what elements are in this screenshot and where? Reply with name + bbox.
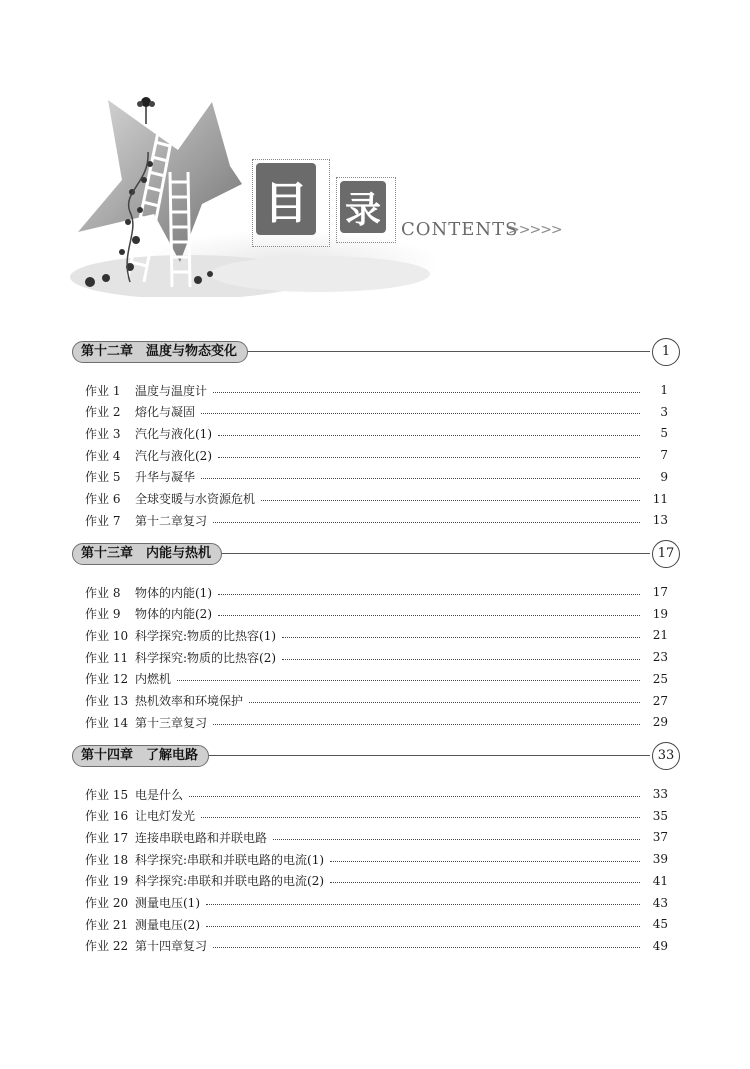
entry-page-number: 33 xyxy=(652,787,668,801)
entry-page-number: 39 xyxy=(652,852,668,867)
chapter-rule xyxy=(246,351,650,352)
entry-leader-dots xyxy=(201,478,640,479)
entry-label: 作业 1 xyxy=(85,383,121,398)
entry-label: 作业 16 xyxy=(85,809,129,824)
toc-entry[interactable] xyxy=(85,937,668,955)
toc-entry[interactable] xyxy=(85,894,668,912)
toc-entry[interactable] xyxy=(85,807,668,825)
entry-leader-dots xyxy=(213,724,640,725)
entry-label: 作业 10 xyxy=(85,628,129,643)
entry-leader-dots xyxy=(282,659,640,660)
entry-label: 作业 2 xyxy=(85,405,121,420)
toc-entry[interactable] xyxy=(85,511,668,529)
chapter-header xyxy=(72,338,680,366)
toc-entry[interactable] xyxy=(85,828,668,846)
entry-label: 作业 12 xyxy=(85,672,129,687)
chapter-header xyxy=(72,540,680,568)
toc-entry[interactable] xyxy=(85,446,668,464)
entry-leader-dots xyxy=(218,457,640,458)
flower-icon xyxy=(137,97,155,124)
entry-page-number: 43 xyxy=(652,895,668,910)
entry-leader-dots xyxy=(213,392,640,393)
contents-label: CONTENTS xyxy=(401,219,519,240)
toc-entry[interactable] xyxy=(85,915,668,933)
toc-entry[interactable] xyxy=(85,670,668,688)
entry-title: 第十四章复习 xyxy=(135,939,208,954)
entry-title: 汽化与液化(2) xyxy=(135,448,212,463)
entry-label: 作业 18 xyxy=(85,852,129,867)
entry-label: 作业 22 xyxy=(85,939,129,954)
entry-label: 作业 14 xyxy=(85,715,129,730)
title-char-lu: 录 xyxy=(340,181,386,233)
entry-label: 作业 3 xyxy=(85,426,121,441)
entry-title: 电是什么 xyxy=(135,787,184,802)
entry-page-number: 37 xyxy=(652,830,668,845)
entry-label: 作业 6 xyxy=(85,492,121,506)
entry-title: 内燃机 xyxy=(135,672,172,687)
entry-title: 连接串联电路和并联电路 xyxy=(135,830,268,845)
entry-page-number: 41 xyxy=(652,873,668,888)
entry-leader-dots xyxy=(330,882,640,883)
toc-entry[interactable] xyxy=(85,468,668,486)
toc-entry[interactable] xyxy=(85,605,668,623)
entry-page-number: 35 xyxy=(652,808,668,823)
entry-leader-dots xyxy=(218,594,640,595)
entry-label: 作业 4 xyxy=(85,448,121,463)
entry-leader-dots xyxy=(213,947,640,948)
entry-page-number: 13 xyxy=(652,513,668,528)
entry-title: 第十三章复习 xyxy=(135,715,208,730)
entry-label: 作业 5 xyxy=(85,470,121,485)
toc-entry[interactable] xyxy=(85,381,668,399)
entry-leader-dots xyxy=(218,615,640,616)
toc-entry[interactable] xyxy=(85,713,668,731)
entry-leader-dots xyxy=(206,904,640,905)
entry-page-number: 5 xyxy=(660,426,668,441)
chevrons-decoration: >>>>> xyxy=(508,222,562,238)
entry-leader-dots xyxy=(206,926,640,927)
entry-page-number: 45 xyxy=(652,917,668,932)
entry-page-number: 9 xyxy=(660,469,668,484)
entry-page-number: 19 xyxy=(652,606,668,621)
entry-title: 全球变暖与水资源危机 xyxy=(135,492,256,506)
entry-leader-dots xyxy=(218,435,640,436)
entry-title: 测量电压(1) xyxy=(135,896,200,910)
entry-label: 作业 11 xyxy=(85,650,129,665)
entry-page-number: 11 xyxy=(652,491,668,506)
entry-page-number: 23 xyxy=(652,650,668,665)
entry-label: 作业 8 xyxy=(85,585,121,600)
entry-page-number: 25 xyxy=(652,671,668,686)
entry-title: 熔化与凝固 xyxy=(135,405,196,420)
entry-leader-dots xyxy=(213,522,640,523)
entry-leader-dots xyxy=(249,702,640,703)
entry-label: 作业 7 xyxy=(85,513,121,528)
toc-entry[interactable] xyxy=(85,850,668,868)
entry-label: 作业 19 xyxy=(85,874,129,889)
toc-entry[interactable] xyxy=(85,692,668,710)
entry-title: 升华与凝华 xyxy=(135,470,196,485)
entry-leader-dots xyxy=(282,637,640,638)
toc-entry[interactable] xyxy=(85,424,668,442)
entry-title: 科学探究:物质的比热容(1) xyxy=(135,628,277,643)
toc-entry[interactable] xyxy=(85,490,668,508)
entry-page-number: 21 xyxy=(652,628,668,643)
entry-label: 作业 9 xyxy=(85,607,121,622)
entry-title: 科学探究:串联和并联电路的电流(2) xyxy=(135,874,325,889)
entry-title: 让电灯发光 xyxy=(135,809,196,824)
entry-title: 第十二章复习 xyxy=(135,513,208,528)
entry-label: 作业 17 xyxy=(85,830,129,845)
entry-title: 汽化与液化(1) xyxy=(135,426,212,441)
chapter-header xyxy=(72,742,680,770)
entry-label: 作业 20 xyxy=(85,896,129,910)
toc-entry[interactable] xyxy=(85,403,668,421)
entry-label: 作业 13 xyxy=(85,694,129,708)
entry-leader-dots xyxy=(189,796,640,797)
toc-entry[interactable] xyxy=(85,583,668,601)
entry-page-number: 17 xyxy=(652,585,668,599)
entry-leader-dots xyxy=(201,817,640,818)
entry-page-number: 29 xyxy=(652,715,668,730)
entry-title: 测量电压(2) xyxy=(135,917,200,932)
title-char-mu: 目 xyxy=(256,163,316,235)
chapter-title: 第十四章 了解电路 xyxy=(72,745,209,767)
entry-label: 作业 15 xyxy=(85,787,129,802)
entry-page-number: 3 xyxy=(660,404,668,419)
entry-title: 物体的内能(1) xyxy=(135,585,212,600)
entry-title: 科学探究:串联和并联电路的电流(1) xyxy=(135,852,325,867)
entry-leader-dots xyxy=(201,413,640,414)
toc-entry[interactable] xyxy=(85,626,668,644)
chapter-page-number: 1 xyxy=(652,338,680,366)
chapter-title: 第十二章 温度与物态变化 xyxy=(72,341,248,363)
entry-title: 物体的内能(2) xyxy=(135,607,212,622)
entry-page-number: 1 xyxy=(660,383,668,397)
entry-leader-dots xyxy=(330,861,640,862)
chapter-page-number: 33 xyxy=(652,742,680,770)
entry-leader-dots xyxy=(273,839,640,840)
toc-entry[interactable] xyxy=(85,785,668,803)
entry-page-number: 27 xyxy=(652,693,668,708)
entry-leader-dots xyxy=(261,500,640,501)
chapter-page-number: 17 xyxy=(652,540,680,568)
entry-title: 热机效率和环境保护 xyxy=(135,694,244,708)
toc-entry[interactable] xyxy=(85,872,668,890)
toc-entry[interactable] xyxy=(85,648,668,666)
entry-title: 温度与温度计 xyxy=(135,383,208,398)
chapter-rule xyxy=(220,553,650,554)
entry-page-number: 49 xyxy=(652,938,668,953)
entry-label: 作业 21 xyxy=(85,917,129,932)
chapter-rule xyxy=(207,755,650,756)
entry-title: 科学探究:物质的比热容(2) xyxy=(135,650,277,665)
entry-leader-dots xyxy=(177,680,640,681)
chapter-title: 第十三章 内能与热机 xyxy=(72,543,222,565)
entry-page-number: 7 xyxy=(660,448,668,463)
